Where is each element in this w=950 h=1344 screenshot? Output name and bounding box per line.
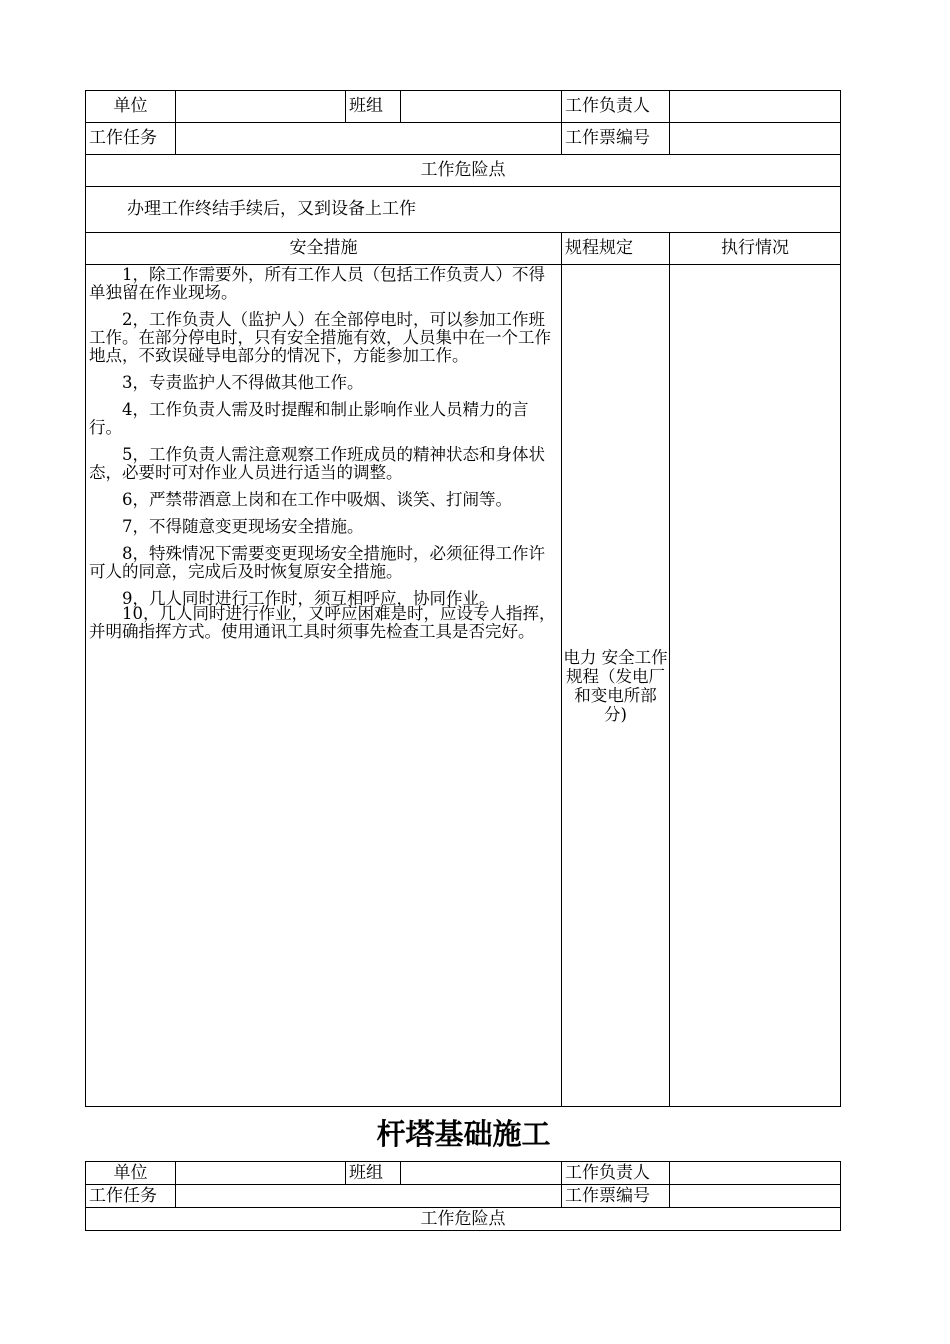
measure-item: 5，工作负责人需注意观察工作班成员的精神状态和身体状态，必要时可对作业人员进行适当的调整。 <box>89 445 545 482</box>
team-value-field[interactable] <box>401 91 561 122</box>
unit-label: 单位 <box>113 96 148 116</box>
team-value-field[interactable] <box>401 1162 561 1184</box>
team-label: 班组 <box>349 96 383 116</box>
measure-item: 2，工作负责人（监护人）在全部停电时，可以参加工作班工作。在部分停电时，只有安全措施有效，人员集中在一个工作地点，不致误碰导电部分的情况下，方能参加工作。 <box>89 310 551 365</box>
col-header-execution-status: 执行情况 <box>721 238 789 258</box>
grid-line <box>840 1161 841 1231</box>
work-task-label: 工作任务 <box>89 128 157 148</box>
work-leader-value-field[interactable] <box>670 1162 840 1184</box>
work-task-value-field[interactable] <box>176 123 561 154</box>
grid-line <box>345 90 346 122</box>
unit-value-field[interactable] <box>176 1162 345 1184</box>
measure-item: 9，几人同时进行工作时，须互相呼应，协同作业。 <box>122 589 496 608</box>
grid-line <box>85 186 841 187</box>
work-leader-label: 工作负责人 <box>565 1163 650 1183</box>
execution-status-field[interactable] <box>670 265 840 1106</box>
unit-value-field[interactable] <box>176 91 345 122</box>
hazard-header: 工作危险点 <box>420 1209 506 1229</box>
grid-line <box>85 1106 841 1107</box>
grid-line <box>561 1161 562 1207</box>
ticket-number-label: 工作票编号 <box>565 128 650 148</box>
measure-item: 7，不得随意变更现场安全措施。 <box>122 517 364 536</box>
grid-line <box>561 90 562 122</box>
safety-measures-list <box>89 266 560 676</box>
measure-item: 6，严禁带酒意上岗和在工作中吸烟、谈笑、打闹等。 <box>122 490 512 509</box>
measure-item: 10，几人同时进行作业，又呼应困难是时，应设专人指挥，并明确指挥方式。使用通讯工具时须事先检查工具是否完好。 <box>89 604 556 641</box>
grid-line <box>345 1161 346 1184</box>
ticket-number-value-field[interactable] <box>670 123 840 154</box>
measure-item: 3，专责监护人不得做其他工作。 <box>122 373 364 392</box>
col-header-safety-measures: 安全措施 <box>289 238 358 258</box>
work-task-value-field[interactable] <box>176 1185 561 1207</box>
col-header-regulations: 规程规定 <box>565 238 633 258</box>
grid-line <box>85 232 841 233</box>
grid-line <box>561 232 562 1107</box>
grid-line <box>85 1230 841 1231</box>
regulation-reference: 电力 安全工作规程（发电厂和变电所部分) <box>563 648 668 724</box>
ticket-number-label: 工作票编号 <box>565 1186 650 1206</box>
section-title: 杆塔基础施工 <box>376 1117 551 1151</box>
hazard-header: 工作危险点 <box>420 160 506 180</box>
hazard-text: 办理工作终结手续后，又到设备上工作 <box>127 199 416 219</box>
work-leader-label: 工作负责人 <box>565 96 650 116</box>
team-label: 班组 <box>349 1163 383 1183</box>
work-task-label: 工作任务 <box>89 1186 157 1206</box>
grid-line <box>85 154 841 155</box>
grid-line <box>840 90 841 1107</box>
grid-line <box>561 122 562 154</box>
grid-line <box>85 1207 841 1208</box>
work-leader-value-field[interactable] <box>670 91 840 122</box>
measure-item: 4，工作负责人需及时提醒和制止影响作业人员精力的言行。 <box>89 400 529 437</box>
unit-label: 单位 <box>113 1163 148 1183</box>
measure-item: 1，除工作需要外，所有工作人员（包括工作负责人）不得单独留在作业现场。 <box>89 266 545 302</box>
ticket-number-value-field[interactable] <box>670 1185 840 1207</box>
measure-item: 8，特殊情况下需要变更现场安全措施时，必须征得工作许可人的同意，完成后及时恢复原安全措施。 <box>89 544 545 581</box>
